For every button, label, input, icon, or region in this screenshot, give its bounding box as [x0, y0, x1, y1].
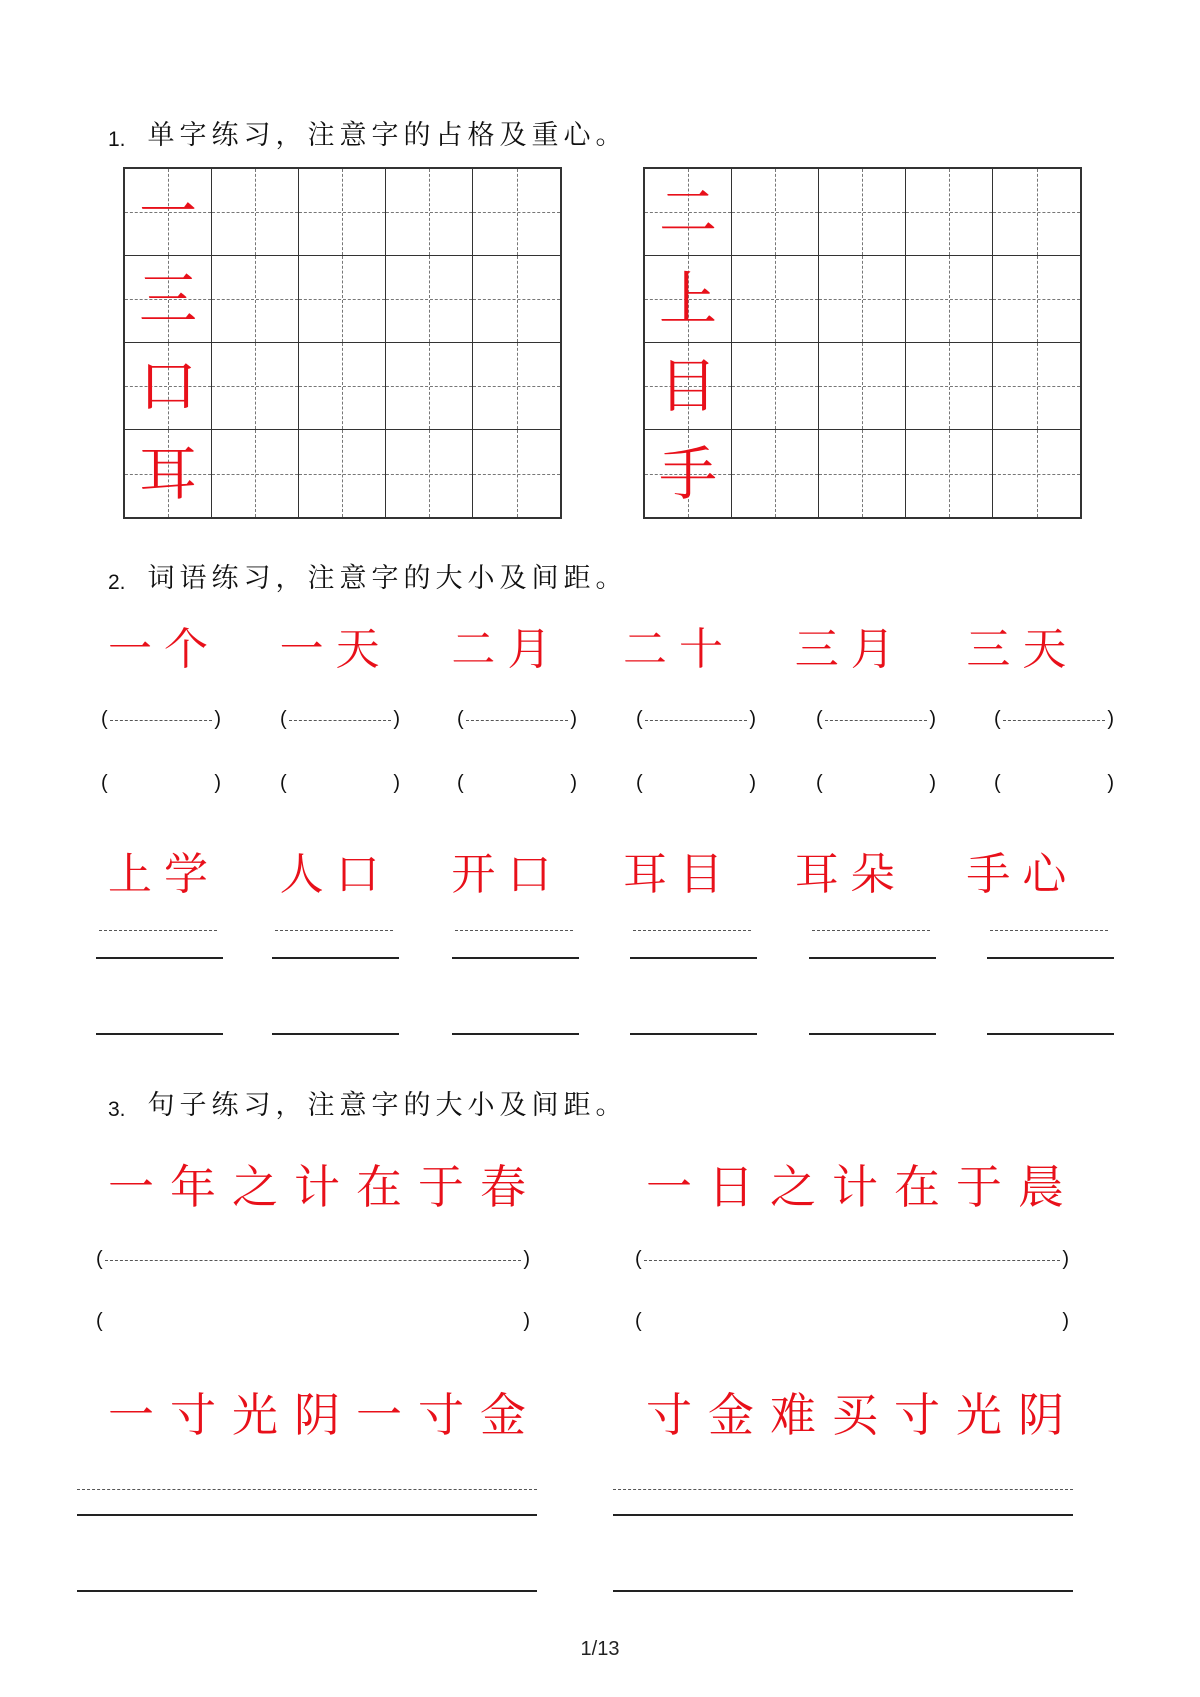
dashed-guide — [1003, 720, 1106, 721]
pinyin-guide-field[interactable] — [96, 1248, 530, 1271]
pinyin-answer-field[interactable] — [96, 1310, 530, 1333]
grid-cell[interactable] — [993, 430, 1080, 517]
tianzige-grid-left — [123, 167, 562, 519]
close-paren: ) — [393, 772, 400, 794]
section-3-title: 句子练习，注意字的大小及间距。 — [147, 1090, 628, 1121]
writing-line[interactable] — [452, 957, 579, 959]
open-paren: ( — [457, 772, 464, 794]
grid-cell[interactable] — [473, 343, 560, 430]
open-paren: ( — [636, 708, 643, 730]
writing-line[interactable] — [809, 1033, 936, 1035]
dashed-guide — [289, 720, 392, 721]
dashed-guide-line — [455, 930, 573, 931]
writing-line[interactable] — [613, 1514, 1073, 1516]
open-paren: ( — [280, 772, 287, 794]
model-sentence: 寸金难买寸光阴 — [646, 1388, 1080, 1442]
model-word: 开口 — [451, 849, 564, 900]
model-character: 二 — [658, 178, 717, 246]
open-paren: ( — [96, 1310, 103, 1332]
grid-cell[interactable] — [473, 169, 560, 256]
dashed-guide-line — [633, 930, 751, 931]
writing-line[interactable] — [630, 957, 757, 959]
writing-line[interactable] — [630, 1033, 757, 1035]
grid-cell[interactable] — [212, 256, 299, 343]
section-2-number: 2. — [108, 571, 126, 594]
pinyin-guide-field[interactable] — [636, 708, 756, 731]
close-paren: ) — [1107, 772, 1114, 794]
section-1-title: 单字练习，注意字的占格及重心。 — [147, 120, 628, 151]
pinyin-answer-field[interactable] — [101, 772, 221, 795]
writing-line[interactable] — [987, 1033, 1114, 1035]
section-3-heading — [108, 1083, 628, 1122]
grid-cell[interactable] — [906, 343, 993, 430]
model-word: 人口 — [279, 849, 392, 900]
pinyin-answer-field[interactable] — [994, 772, 1114, 795]
model-word: 二月 — [451, 624, 564, 675]
grid-cell[interactable] — [906, 430, 993, 517]
dashed-guide — [645, 720, 748, 721]
model-word: 三月 — [794, 624, 907, 675]
grid-cell[interactable] — [299, 343, 386, 430]
grid-cell[interactable] — [732, 343, 819, 430]
model-word: 一天 — [279, 624, 392, 675]
close-paren: ) — [214, 708, 221, 730]
writing-line[interactable] — [77, 1514, 537, 1516]
close-paren: ) — [929, 708, 936, 730]
section-1-heading — [108, 113, 628, 152]
section-2-heading — [108, 556, 628, 595]
close-paren: ) — [393, 708, 400, 730]
open-paren: ( — [994, 772, 1001, 794]
writing-line[interactable] — [809, 957, 936, 959]
model-sentence: 一年之计在于春 — [108, 1160, 542, 1214]
close-paren: ) — [749, 708, 756, 730]
grid-cell[interactable] — [993, 343, 1080, 430]
model-character: 目 — [658, 352, 717, 420]
pinyin-guide-field[interactable] — [994, 708, 1114, 731]
model-character: 一 — [138, 178, 197, 246]
writing-line[interactable] — [272, 957, 399, 959]
pinyin-guide-field[interactable] — [816, 708, 936, 731]
open-paren: ( — [994, 708, 1001, 730]
dashed-guide-line — [275, 930, 393, 931]
close-paren: ) — [570, 708, 577, 730]
open-paren: ( — [816, 708, 823, 730]
grid-cell[interactable] — [645, 430, 732, 517]
grid-cell[interactable] — [645, 343, 732, 430]
dashed-guide — [110, 720, 213, 721]
dashed-guide-line — [99, 930, 217, 931]
pinyin-answer-field[interactable] — [636, 772, 756, 795]
page-number: 1/13 — [580, 1638, 620, 1660]
close-paren: ) — [1062, 1310, 1069, 1332]
grid-cell[interactable] — [993, 169, 1080, 256]
grid-cell[interactable] — [125, 169, 212, 256]
dashed-guide-line — [77, 1489, 537, 1490]
model-character: 三 — [138, 265, 197, 333]
open-paren: ( — [101, 772, 108, 794]
grid-cell[interactable] — [906, 169, 993, 256]
open-paren: ( — [101, 708, 108, 730]
grid-cell[interactable] — [212, 430, 299, 517]
model-word: 耳目 — [623, 849, 736, 900]
model-word: 二十 — [623, 624, 736, 675]
grid-cell[interactable] — [212, 169, 299, 256]
grid-cell[interactable] — [299, 430, 386, 517]
tianzige-grid-right — [643, 167, 1082, 519]
grid-cell[interactable] — [732, 169, 819, 256]
word-row-2 — [96, 849, 1126, 900]
section-1-number: 1. — [108, 128, 126, 151]
dashed-guide-line — [990, 930, 1108, 931]
writing-line[interactable] — [452, 1033, 579, 1035]
writing-line[interactable] — [987, 957, 1114, 959]
open-paren: ( — [280, 708, 287, 730]
grid-cell[interactable] — [386, 169, 473, 256]
grid-cell[interactable] — [125, 430, 212, 517]
open-paren: ( — [96, 1248, 103, 1270]
pinyin-answer-field[interactable] — [816, 772, 936, 795]
grid-cell[interactable] — [732, 430, 819, 517]
dashed-guide-line — [613, 1489, 1073, 1490]
close-paren: ) — [570, 772, 577, 794]
dashed-guide — [466, 720, 569, 721]
grid-cell[interactable] — [819, 256, 906, 343]
grid-cell[interactable] — [299, 169, 386, 256]
pinyin-answer-field[interactable] — [635, 1310, 1069, 1333]
grid-cell[interactable] — [386, 343, 473, 430]
dashed-guide — [105, 1260, 522, 1261]
model-sentence: 一寸光阴一寸金 — [108, 1388, 542, 1442]
grid-cell[interactable] — [819, 430, 906, 517]
section-3-number: 3. — [108, 1098, 126, 1121]
open-paren: ( — [636, 772, 643, 794]
model-word: 耳朵 — [794, 849, 907, 900]
grid-cell[interactable] — [473, 256, 560, 343]
writing-line[interactable] — [96, 1033, 223, 1035]
writing-line[interactable] — [272, 1033, 399, 1035]
pinyin-guide-field[interactable] — [635, 1248, 1069, 1271]
close-paren: ) — [1107, 708, 1114, 730]
pinyin-answer-field[interactable] — [280, 772, 400, 795]
model-character: 口 — [138, 352, 197, 420]
model-character: 上 — [658, 265, 717, 333]
grid-cell[interactable] — [386, 430, 473, 517]
model-sentence: 一日之计在于晨 — [646, 1160, 1080, 1214]
model-word: 上学 — [108, 849, 220, 900]
close-paren: ) — [929, 772, 936, 794]
open-paren: ( — [457, 708, 464, 730]
close-paren: ) — [523, 1248, 530, 1270]
grid-cell[interactable] — [819, 169, 906, 256]
writing-line[interactable] — [77, 1590, 537, 1592]
grid-cell[interactable] — [473, 430, 560, 517]
section-2-title: 词语练习，注意字的大小及间距。 — [147, 563, 628, 594]
model-character: 耳 — [138, 439, 197, 508]
pinyin-guide-field[interactable] — [280, 708, 400, 731]
model-character: 手 — [658, 439, 717, 508]
model-word: 三天 — [966, 624, 1079, 675]
grid-cell[interactable] — [125, 256, 212, 343]
close-paren: ) — [523, 1310, 530, 1332]
model-word: 手心 — [966, 849, 1079, 900]
writing-line[interactable] — [96, 957, 223, 959]
grid-cell[interactable] — [993, 256, 1080, 343]
grid-cell[interactable] — [125, 343, 212, 430]
writing-line[interactable] — [613, 1590, 1073, 1592]
open-paren: ( — [635, 1310, 642, 1332]
grid-cell[interactable] — [819, 343, 906, 430]
close-paren: ) — [214, 772, 221, 794]
model-word: 一个 — [108, 624, 220, 675]
word-row-1 — [96, 624, 1126, 675]
pinyin-answer-field[interactable] — [457, 772, 577, 795]
dashed-guide — [644, 1260, 1061, 1261]
pinyin-guide-field[interactable] — [457, 708, 577, 731]
close-paren: ) — [749, 772, 756, 794]
dashed-guide — [825, 720, 928, 721]
pinyin-guide-field[interactable] — [101, 708, 221, 731]
open-paren: ( — [816, 772, 823, 794]
open-paren: ( — [635, 1248, 642, 1270]
grid-cell[interactable] — [732, 256, 819, 343]
dashed-guide-line — [812, 930, 930, 931]
grid-cell[interactable] — [645, 169, 732, 256]
grid-cell[interactable] — [386, 256, 473, 343]
grid-cell[interactable] — [299, 256, 386, 343]
grid-cell[interactable] — [645, 256, 732, 343]
grid-cell[interactable] — [212, 343, 299, 430]
close-paren: ) — [1062, 1248, 1069, 1270]
grid-cell[interactable] — [906, 256, 993, 343]
